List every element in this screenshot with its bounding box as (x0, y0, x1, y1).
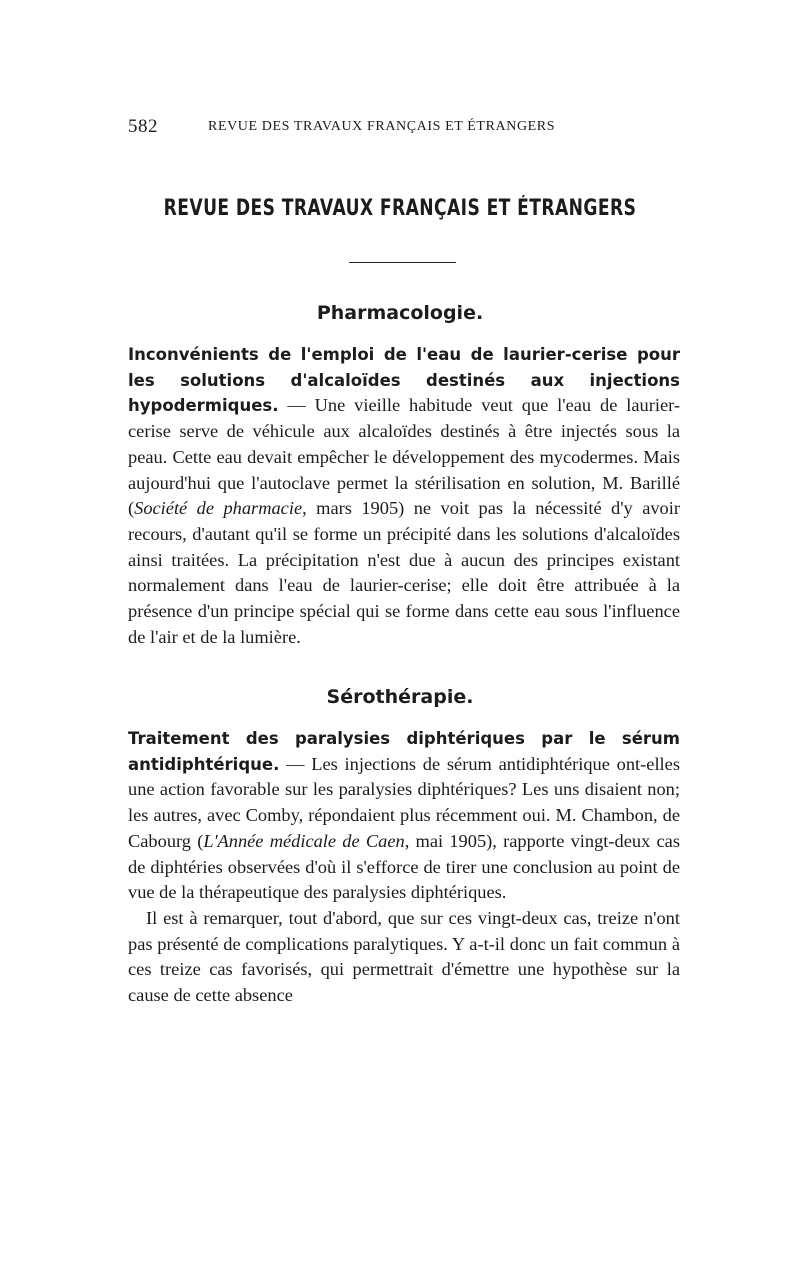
section-heading-pharmacologie: Pharmacologie. (316, 302, 484, 324)
article-dash: — (279, 753, 312, 774)
article-paragraph-2: Il est à remarquer, tout d'abord, que sur ces vingt-deux cas, treize n'ont pas présenté de complications paralytiques. Y a-t-il donc un fait commun à ces treize cas favorisés, qui permettrait d'émettre une hypothèse sur la cause de cette absence (128, 907, 680, 1006)
running-head (128, 116, 680, 138)
main-title: REVUE DES TRAVAUX FRANÇAIS ET ÉTRANGERS (163, 196, 637, 221)
article-dash: — (278, 395, 315, 416)
running-head-title: REVUE DES TRAVAUX FRANÇAIS ET ÉTRANGERS (208, 119, 556, 134)
article-citation: L'Année médicale de Caen (203, 830, 405, 851)
article-text: Les injections de sérum antidiphtérique ont-elles une action favorable sur les paralysies diphtériques? Les uns disaient non; les autres, avec Comby, répondaient plus récemment oui. M. Chambon, de Cabourg ( (128, 753, 680, 851)
article-title: Inconvénients de l'emploi de l'eau de laurier-cerise pour les solutions d'alcaloïdes destinés aux injections hypodermiques. (128, 345, 680, 416)
article-paralysies (128, 726, 680, 1009)
article-title: Traitement des paralysies diphtériques par le sérum antidiphtérique. (128, 729, 680, 774)
article-citation: Société de pharmacie (134, 498, 303, 519)
section-heading-serotherapie: Sérothérapie. (326, 686, 474, 708)
article-paragraph (128, 342, 680, 650)
page-number: 582 (128, 116, 158, 137)
article-text-continued: , mars 1905) ne voit pas la nécessité d'y avoir recours, d'autant qu'il se forme un précipité dans les solutions d'alcaloïdes ainsi traitées. La précipitation n'est due à aucun des principes existant normalement dans l'eau de laurier-cerise; elle doit être attribuée à la présence d'un principe spécial qui se forme dans cette eau sous l'influence de l'air et de la lumière. (128, 498, 680, 647)
article-paragraph (128, 726, 680, 906)
article-laurier-cerise (128, 342, 680, 650)
article-text-continued: , mai 1905), rapporte vingt-deux cas de diphtéries observées d'où il s'efforce de tirer une conclusion au point de vue de la thérapeutique des paralysies diphtériques. (128, 830, 680, 903)
article-text: Une vieille habitude veut que l'eau de laurier-cerise serve de véhicule aux alcaloïdes destinés à être injectés sous la peau. Cette eau devait empêcher le développement des mycodermes. Mais aujourd'hui que l'autoclave permet la stérilisation en solution, M. Barillé ( (128, 395, 680, 519)
title-rule (349, 262, 456, 263)
